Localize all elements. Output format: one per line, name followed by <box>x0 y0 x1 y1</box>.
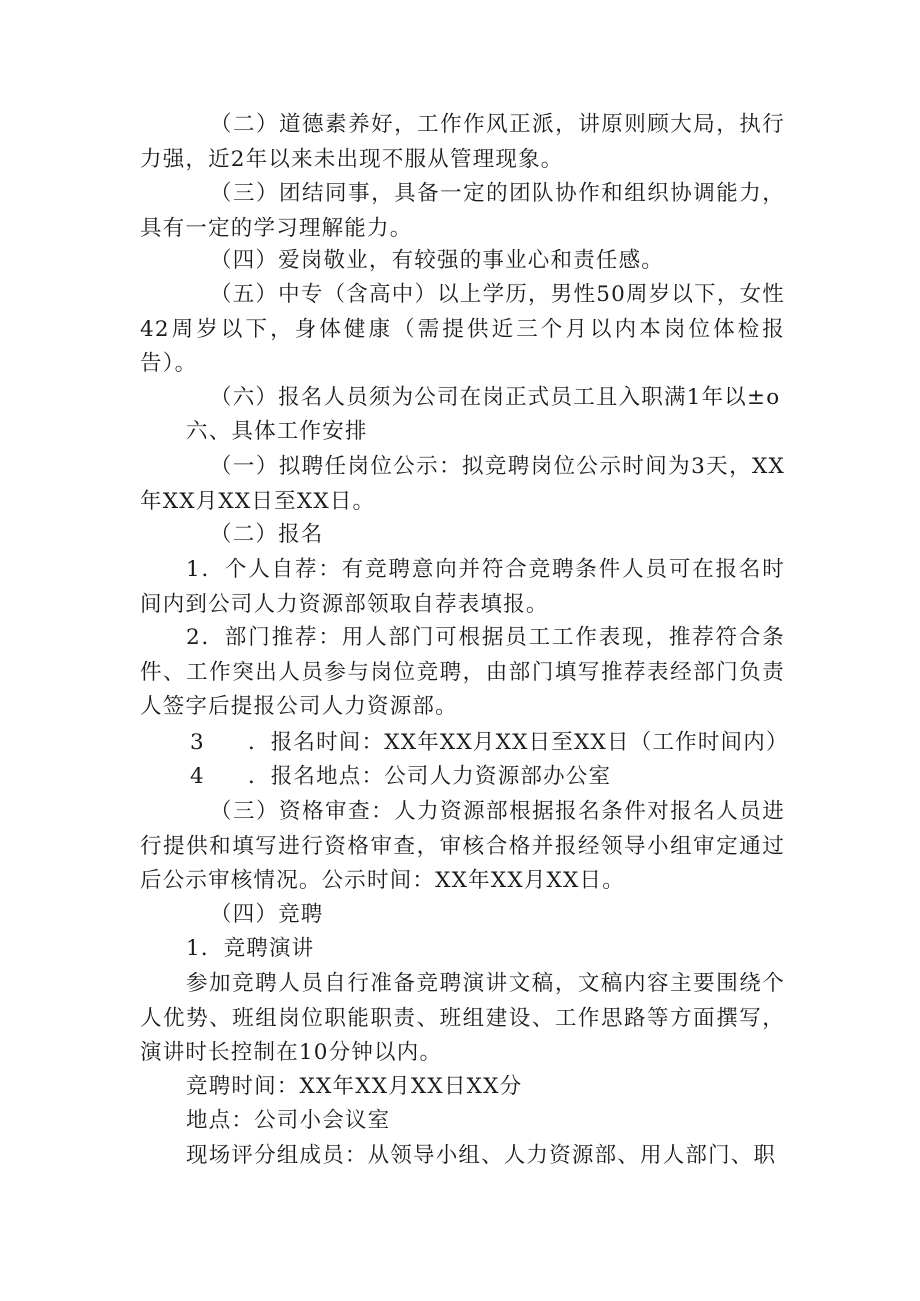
paragraph-education: （五）中专（含高中）以上学历，男性50周岁以下，女性42周岁以下，身体健康（需提供近三个月以内本岗位体检报告）。 <box>140 282 785 376</box>
paragraph-dept-recommend: 2．部门推荐：用人部门可根据员工工作表现，推荐符合条件、工作突出人员参与岗位竞聘，由部门填写推荐表经部门负责人签字后提报公司人力资源部。 <box>140 625 785 719</box>
paragraph-publicity: （一）拟聘任岗位公示：拟竞聘岗位公示时间为3天，XX年XX月XX日至XX日。 <box>140 454 785 514</box>
registration-place-line <box>190 760 611 795</box>
registration-time-text: ．报名时间：XX年XX月XX日至XX日（工作时间内） <box>248 730 789 755</box>
registration-time-line <box>190 726 789 761</box>
paragraph-location: 地点：公司小会议室 <box>186 1108 391 1133</box>
registration-place-text: ．报名地点：公司人力资源部办公室 <box>248 764 612 789</box>
paragraph-speech: 参加竞聘人员自行准备竞聘演讲文稿，文稿内容主要围绕个人优势、班组岗位职能职责、班组建设、工作思路等方面撰写，演讲时长控制在10分钟以内。 <box>140 971 785 1065</box>
subheading-registration: （二）报名 <box>210 522 324 547</box>
paragraph-teamwork: （三）团结同事，具备一定的团队协作和组织协调能力，具有一定的学习理解能力。 <box>140 181 785 241</box>
subheading-competition: （四）竞聘 <box>210 902 324 927</box>
paragraph-scoring-panel: 现场评分组成员：从领导小组、人力资源部、用人部门、职 <box>186 1143 777 1168</box>
paragraph-competition-time: 竞聘时间：XX年XX月XX日XX分 <box>186 1074 523 1099</box>
paragraph-qualification-review: （三）资格审查：人力资源部根据报名条件对报名人员进行提供和填写进行资格审查，审核合格并报经领导小组审定通过后公示审核情况。公示时间：XX年XX月XX日。 <box>140 799 785 893</box>
section-heading-arrangement: 六、具体工作安排 <box>186 419 368 444</box>
item-number: 4 <box>190 764 205 789</box>
paragraph-eligibility: （六）报名人员须为公司在岗正式员工且入职满1年以±o <box>210 385 781 410</box>
paragraph-self-recommend: 1．个人自荐：有竞聘意向并符合竞聘条件人员可在报名时间内到公司人力资源部领取自荐表填报。 <box>140 557 785 617</box>
paragraph-dedication: （四）爱岗敬业，有较强的事业心和责任感。 <box>210 248 665 273</box>
subheading-speech: 1．竞聘演讲 <box>186 936 315 961</box>
item-number: 3 <box>190 730 205 755</box>
paragraph-morality: （二）道德素养好，工作作风正派，讲原则顾大局，执行力强，近2年以来未出现不服从管理现象。 <box>140 112 785 172</box>
